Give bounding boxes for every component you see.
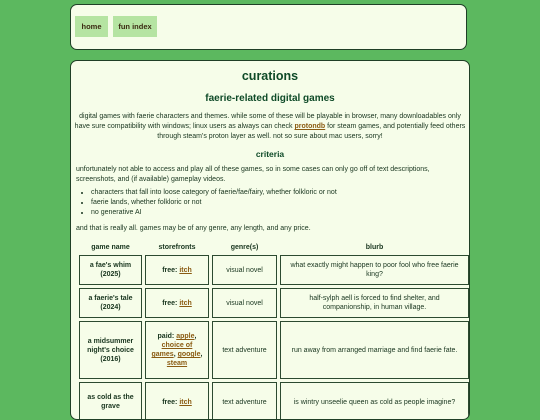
blurb-cell: run away from arranged marriage and find faerie fate. bbox=[280, 321, 469, 379]
protondb-link[interactable]: protondb bbox=[294, 123, 326, 130]
store-label: free: bbox=[162, 398, 178, 406]
top-nav bbox=[70, 4, 467, 50]
blurb-cell: what exactly might happen to poor fool who free faerie king? bbox=[280, 255, 469, 285]
page-subtitle: faerie-related digital games bbox=[205, 93, 335, 104]
nav-home-button[interactable]: home bbox=[75, 16, 108, 37]
store-label: free: bbox=[162, 299, 178, 307]
col-header-storefronts: storefronts bbox=[158, 243, 196, 251]
criteria-item: • no generative AI bbox=[91, 208, 337, 218]
table-row bbox=[79, 321, 469, 379]
store-link-itch[interactable]: itch bbox=[179, 299, 192, 307]
games-table bbox=[76, 239, 470, 420]
main-content bbox=[70, 60, 470, 420]
store-link-choice-of-games[interactable]: choice of games bbox=[151, 342, 193, 358]
storefronts-cell: paid: apple, choice of games, google, steam bbox=[145, 321, 209, 379]
criteria-intro: unfortunately not able to access and play all of these games, so in some cases can only go off of text descriptions, screenshots, and (if available) gameplay videos. bbox=[76, 166, 430, 183]
store-link-steam[interactable]: steam bbox=[166, 360, 188, 367]
intro-text-after: for steam games, and potentially feed others through steam's proton layer as well. not so sure about mac users, sorry! bbox=[157, 123, 466, 140]
store-label: paid: bbox=[157, 333, 175, 340]
store-link-apple[interactable]: apple bbox=[176, 333, 195, 340]
table-row bbox=[79, 255, 469, 285]
col-header-game-name: game name bbox=[91, 243, 130, 251]
game-name: as cold as the grave bbox=[79, 382, 142, 420]
intro-text-before: digital games with faerie characters and themes. while some of these will be playable in browser, many downloadables only have sure compatibility with windows; linux users as always can check bbox=[74, 113, 461, 130]
criteria-list bbox=[79, 188, 337, 218]
criteria-item: • faerie lands, whether folkloric or not bbox=[91, 198, 337, 208]
genre-cell: visual novel bbox=[212, 288, 277, 318]
nav-fun-index-button[interactable]: fun index bbox=[113, 16, 157, 37]
page-title: curations bbox=[241, 69, 299, 83]
storefronts-cell bbox=[145, 255, 209, 285]
col-header-genres: genre(s) bbox=[230, 243, 259, 251]
game-name: a fae's whim (2025) bbox=[79, 255, 142, 285]
genre-cell: visual novel bbox=[212, 255, 277, 285]
criteria-heading: criteria bbox=[255, 149, 285, 159]
store-link-google[interactable]: google bbox=[177, 351, 201, 358]
col-header-blurb: blurb bbox=[365, 243, 384, 251]
store-link-itch[interactable]: itch bbox=[179, 266, 192, 274]
game-name: a midsummer night's choice (2016) bbox=[79, 321, 142, 379]
storefronts-cell bbox=[145, 382, 209, 420]
game-name: a faerie's tale (2024) bbox=[79, 288, 142, 318]
intro-paragraph bbox=[74, 112, 466, 142]
table-row bbox=[79, 288, 469, 318]
genre-cell: text adventure bbox=[212, 382, 277, 420]
closing-text: and that is really all. games may be of any genre, any length, and any price. bbox=[76, 225, 311, 232]
table-header-row bbox=[79, 242, 469, 252]
genre-cell: text adventure bbox=[212, 321, 277, 379]
store-label: free: bbox=[162, 266, 178, 274]
blurb-cell: half-sylph aell is forced to find shelter, and companionship, in human village. bbox=[280, 288, 469, 318]
table-row bbox=[79, 382, 469, 420]
blurb-cell: is wintry unseelie queen as cold as people imagine? bbox=[280, 382, 469, 420]
criteria-item: • characters that fall into loose category of faerie/fae/fairy, whether folkloric or not bbox=[91, 188, 337, 198]
storefronts-cell bbox=[145, 288, 209, 318]
store-link-itch[interactable]: itch bbox=[179, 398, 192, 406]
